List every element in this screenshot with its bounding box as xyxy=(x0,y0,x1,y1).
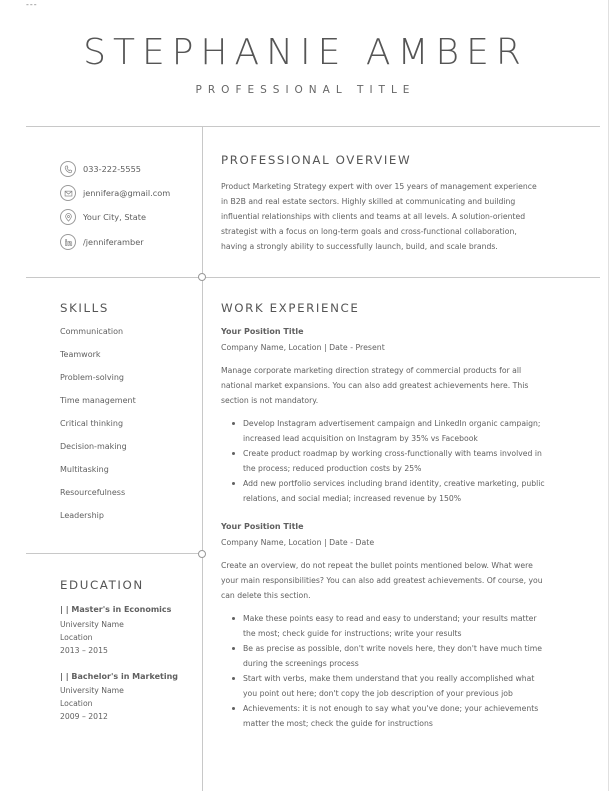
job-company: Company Name, Location | Date - Date xyxy=(221,538,375,547)
skill-item: Communication xyxy=(60,327,124,336)
skill-item: Resourcefulness xyxy=(60,488,126,497)
text-line: Product Marketing Strategy expert with over 15 years of management experience xyxy=(221,182,537,191)
job-title: Your Position Title xyxy=(221,522,304,531)
contact-divider xyxy=(26,277,600,278)
skill-item: Critical thinking xyxy=(60,419,124,428)
bullet-item xyxy=(231,416,561,446)
edu-dates: 2013 – 2015 xyxy=(60,646,108,655)
text-line: Develop Instagram advertisement campaign and LinkedIn organic campaign; xyxy=(243,419,541,428)
skill-item: Multitasking xyxy=(60,465,109,474)
bullet-item xyxy=(231,701,561,731)
bullet-item xyxy=(231,641,561,671)
email-icon xyxy=(60,185,76,201)
text-line: your main responsibilities? You can also add greatest achievements. Of course, you xyxy=(221,576,543,585)
page-edge xyxy=(608,0,609,791)
edu-location: Location xyxy=(60,633,93,642)
contact-text: jennifera@gmail.com xyxy=(83,188,171,198)
job-description xyxy=(221,363,561,408)
text-line: can delete this section. xyxy=(221,591,311,600)
text-line: Make these points easy to read and easy to understand; your results matter xyxy=(243,614,537,623)
bullet-item xyxy=(231,476,561,506)
text-line: Achievements: it is not enough to say what you've done; your achievements xyxy=(243,704,539,713)
location-icon xyxy=(60,209,76,225)
job-company: Company Name, Location | Date - Present xyxy=(221,343,385,352)
text-line: relations, and social medial; increased revenue by 150% xyxy=(243,494,462,503)
contact-email[interactable] xyxy=(60,184,210,202)
skill-item: Decision-making xyxy=(60,442,127,451)
edu-university: University Name xyxy=(60,686,124,695)
text-line: increased lead acquisition on Instagram by 35% vs Facebook xyxy=(243,434,478,443)
text-line: having a strongly ability to successfully launch, build, and scale brands. xyxy=(221,242,498,251)
text-line: national market expansions. You can also add greatest achievements here. This xyxy=(221,381,529,390)
bullet-item xyxy=(231,611,561,641)
education-heading: EDUCATION xyxy=(60,578,144,592)
job-description xyxy=(221,558,561,603)
professional-title: PROFESSIONAL TITLE xyxy=(195,84,416,96)
corner-mark: --- xyxy=(26,0,38,9)
text-line: Start with verbs, make them understand that you really accomplished what xyxy=(243,674,535,683)
skills-heading: SKILLS xyxy=(60,301,109,315)
linkedin-icon xyxy=(60,234,76,250)
skills-divider xyxy=(26,553,202,554)
contact-text: 033-222-5555 xyxy=(83,164,142,174)
text-line: Add new portfolio services including brand identity, creative marketing, public xyxy=(243,479,545,488)
contact-linkedin[interactable] xyxy=(60,233,210,251)
text-line: you point out here; don't copy the job description of your previous job xyxy=(243,689,513,698)
job-bullets xyxy=(231,611,561,731)
text-line: influential relationships with clients and teams at all levels. A solution-oriented xyxy=(221,212,526,221)
job-bullets xyxy=(231,416,561,506)
header-divider xyxy=(26,126,600,127)
job-title: Your Position Title xyxy=(221,327,304,336)
text-line: matter the most; check the guide for instructions xyxy=(243,719,433,728)
skill-item: Problem-solving xyxy=(60,373,124,382)
edu-university: University Name xyxy=(60,620,124,629)
text-line: the process; reduced production costs by 25% xyxy=(243,464,422,473)
text-line: Manage corporate marketing direction strategy of commercial products for all xyxy=(221,366,522,375)
contact-text: Your City, State xyxy=(83,212,147,222)
text-line: section is not mandatory. xyxy=(221,396,319,405)
contact-text: /jenniferamber xyxy=(83,237,144,247)
edu-degree: | | Bachelor's in Marketing xyxy=(60,672,178,681)
edu-degree: | | Master's in Economics xyxy=(60,605,172,614)
text-line: during the screenings process xyxy=(243,659,359,668)
phone-icon xyxy=(60,161,76,177)
divider-node xyxy=(198,550,206,558)
text-line: Create an overview, do not repeat the bullet points mentioned below. What were xyxy=(221,561,533,570)
contact-phone[interactable] xyxy=(60,160,210,178)
skill-item: Leadership xyxy=(60,511,104,520)
edu-dates: 2009 – 2012 xyxy=(60,712,108,721)
bullet-item xyxy=(231,671,561,701)
edu-location: Location xyxy=(60,699,93,708)
overview-text xyxy=(221,179,561,254)
text-line: Be as precise as possible, don't write novels here, they don't have much time xyxy=(243,644,542,653)
overview-heading: PROFESSIONAL OVERVIEW xyxy=(221,153,412,167)
text-line: the most; check guide for instructions; write your results xyxy=(243,629,462,638)
text-line: in B2B and real estate sectors. Highly skilled at communicating and building xyxy=(221,197,516,206)
experience-heading: WORK EXPERIENCE xyxy=(221,301,360,315)
text-line: Create product roadmap by working cross-functionally with teams involved in xyxy=(243,449,542,458)
bullet-item xyxy=(231,446,561,476)
skill-item: Time management xyxy=(60,396,136,405)
contact-location xyxy=(60,208,210,226)
text-line: strategist with a focus on long-term goals and cross-functional collaboration, xyxy=(221,227,517,236)
candidate-name: STEPHANIE AMBER xyxy=(83,32,528,73)
divider-node xyxy=(198,273,206,281)
skill-item: Teamwork xyxy=(60,350,101,359)
